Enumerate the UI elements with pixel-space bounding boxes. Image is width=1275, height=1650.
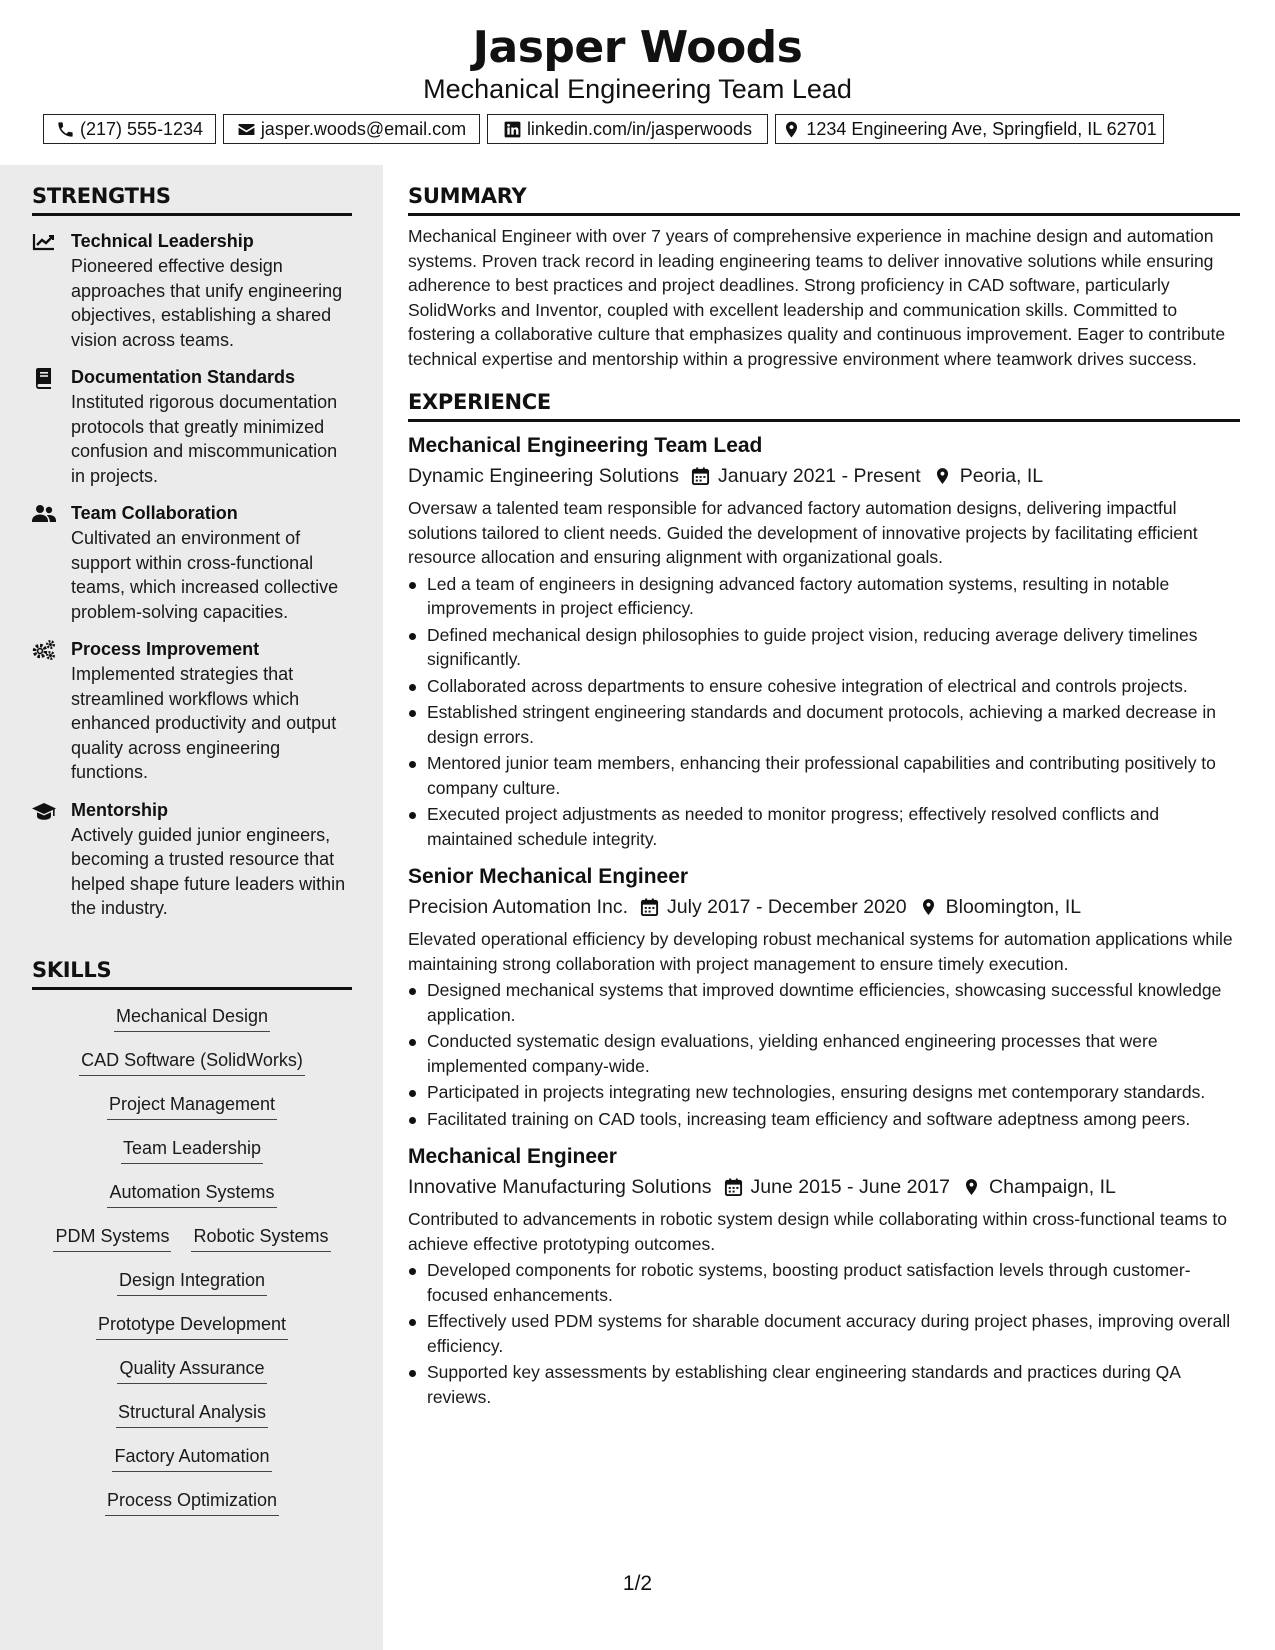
strength-title: Process Improvement <box>71 639 260 659</box>
job-dates: June 2015 - June 2017 <box>750 1176 951 1198</box>
skill-tag: Automation Systems <box>107 1180 276 1208</box>
skill-tag: Quality Assurance <box>117 1356 266 1384</box>
strength-item <box>32 229 352 352</box>
job-dates: July 2017 - December 2020 <box>667 896 907 918</box>
contact-linkedin-text: linkedin.com/in/jasperwoods <box>526 118 753 139</box>
phone-icon <box>56 120 75 139</box>
skills-list <box>32 1004 352 1516</box>
main-content <box>408 181 1240 1411</box>
bullet-item: Facilitated training on CAD tools, increasing team efficiency and software adeptness among peers. <box>408 1107 1240 1132</box>
skill-tag: CAD Software (SolidWorks) <box>79 1048 305 1076</box>
candidate-title: Mechanical Engineering Team Lead <box>423 74 852 104</box>
contact-row <box>0 114 1275 144</box>
sidebar-content <box>32 181 352 1532</box>
candidate-name: Jasper Woods <box>472 22 803 73</box>
job-meta <box>408 462 1240 490</box>
experience-heading: EXPERIENCE <box>408 387 1240 422</box>
gears-icon <box>32 639 56 661</box>
skill-tag: Factory Automation <box>112 1444 271 1472</box>
contact-email-text: jasper.woods@email.com <box>260 118 467 139</box>
summary-text: Mechanical Engineer with over 7 years of comprehensive experience in machine design and automation systems. Proven track record in leading engineering teams to deliver innovative solutions while ensuring adherence to best practices and project deadlines. Strong proficiency in CAD software, particularly SolidWorks and Inventor, coupled with excellent leadership and communication skills. Committed to fostering a collaborative culture that emphasizes quality and continuous improvement. Eager to contribute technical expertise and mentorship within a progressive environment where teamwork drives success. <box>408 226 1226 369</box>
job-summary: Contributed to advancements in robotic system design while collaborating within cross-functional teams to achieve effective prototyping outcomes. <box>408 1209 1228 1254</box>
strength-title: Technical Leadership <box>71 231 254 251</box>
contact-email[interactable] <box>223 114 480 144</box>
chart-line-icon <box>32 231 56 253</box>
skill-tag: Structural Analysis <box>116 1400 268 1428</box>
job-title: Mechanical Engineer <box>408 1145 617 1168</box>
location-pin-icon <box>962 1177 981 1197</box>
job-location: Peoria, IL <box>959 465 1044 487</box>
location-pin-icon <box>919 897 938 917</box>
calendar-icon <box>724 1177 743 1197</box>
job-location: Bloomington, IL <box>945 896 1082 918</box>
strength-item <box>32 798 352 921</box>
strength-item <box>32 637 352 785</box>
skill-tag: PDM Systems <box>53 1224 171 1252</box>
strength-desc: Implemented strategies that streamlined workflows which enhanced productivity and output quality across engineering functions. <box>71 664 337 782</box>
job-entry <box>408 863 1240 1131</box>
skill-tag: Robotic Systems <box>191 1224 330 1252</box>
bullet-item: Supported key assessments by establishing clear engineering standards and practices during QA reviews. <box>408 1360 1240 1409</box>
bullet-item: Led a team of engineers in designing advanced factory automation systems, resulting in notable improvements in project efficiency. <box>408 572 1240 621</box>
strength-title: Mentorship <box>71 799 168 820</box>
sidebar <box>0 165 383 1650</box>
linkedin-icon <box>503 120 522 139</box>
bullet-item: Conducted systematic design evaluations, yielding enhanced engineering processes that were implemented company-wide. <box>408 1029 1240 1078</box>
users-icon <box>32 503 56 525</box>
strength-desc: Instituted rigorous documentation protocols that greatly minimized confusion and miscommunication in projects. <box>71 392 338 486</box>
bullet-item: Participated in projects integrating new technologies, ensuring designs met contemporary standards. <box>408 1080 1240 1105</box>
job-meta <box>408 1173 1240 1201</box>
bullet-item: Developed components for robotic systems, boosting product satisfaction levels through customer-focused enhancements. <box>408 1258 1240 1307</box>
bullet-item: Designed mechanical systems that improved downtime efficiencies, showcasing successful knowledge application. <box>408 978 1240 1027</box>
page-number: 1/2 <box>622 1572 653 1595</box>
job-summary: Oversaw a talented team responsible for advanced factory automation designs, delivering impactful solutions tailored to client needs. Guided the development of innovative projects by facilitating efficient resource allocation and ensuring alignment with organizational goals. <box>408 498 1198 567</box>
bullet-item: Established stringent engineering standards and document protocols, achieving a marked decrease in design errors. <box>408 700 1240 749</box>
bullet-item: Mentored junior team members, enhancing their professional capabilities and contributing positively to company culture. <box>408 751 1240 800</box>
location-pin-icon <box>933 466 952 486</box>
skill-tag: Mechanical Design <box>114 1004 270 1032</box>
bullet-item: Collaborated across departments to ensure cohesive integration of electrical and controls projects. <box>408 674 1240 699</box>
strength-title: Documentation Standards <box>71 367 296 387</box>
job-company: Precision Automation Inc. <box>408 896 629 918</box>
job-title: Mechanical Engineering Team Lead <box>408 434 763 457</box>
skill-tag: Project Management <box>107 1092 277 1120</box>
job-company: Dynamic Engineering Solutions <box>408 465 679 487</box>
strength-title: Team Collaboration <box>71 503 238 523</box>
job-summary: Elevated operational efficiency by developing robust mechanical systems for automation applications while maintaining strong collaboration with project management to ensure timely execution. <box>408 929 1233 974</box>
strength-desc: Actively guided junior engineers, becoming a trusted resource that helped shape future leaders within the industry. <box>71 824 346 918</box>
skill-tag: Process Optimization <box>105 1488 279 1516</box>
job-bullets <box>408 1258 1240 1409</box>
job-bullets <box>408 572 1240 852</box>
skill-tag: Design Integration <box>117 1268 267 1296</box>
summary-heading: SUMMARY <box>408 181 1240 216</box>
contact-linkedin[interactable] <box>487 114 768 144</box>
job-title: Senior Mechanical Engineer <box>408 865 689 888</box>
job-dates: January 2021 - Present <box>717 465 921 487</box>
calendar-icon <box>640 897 659 917</box>
strength-item <box>32 365 352 488</box>
job-location: Champaign, IL <box>989 1176 1116 1198</box>
book-icon <box>32 367 56 389</box>
graduation-cap-icon <box>32 800 56 822</box>
contact-phone[interactable] <box>43 114 216 144</box>
strength-item <box>32 501 352 624</box>
calendar-icon <box>691 466 710 486</box>
skills-heading: SKILLS <box>32 955 352 990</box>
location-pin-icon <box>782 120 801 139</box>
job-bullets <box>408 978 1240 1131</box>
job-meta <box>408 893 1240 921</box>
bullet-item: Effectively used PDM systems for sharable document accuracy during project phases, improving overall efficiency. <box>408 1309 1240 1358</box>
job-entry <box>408 1143 1240 1409</box>
skill-tag: Team Leadership <box>121 1136 263 1164</box>
skill-tag: Prototype Development <box>96 1312 288 1340</box>
contact-address[interactable] <box>775 114 1164 144</box>
job-entry <box>408 432 1240 851</box>
contact-phone-text: (217) 555-1234 <box>79 118 204 139</box>
bullet-item: Executed project adjustments as needed to monitor progress; effectively resolved conflicts and maintained schedule integrity. <box>408 802 1240 851</box>
strength-desc: Pioneered effective design approaches that unify engineering objectives, establishing a shared vision across teams. <box>71 256 343 350</box>
contact-address-text: 1234 Engineering Ave, Springfield, IL 62701 <box>806 118 1157 139</box>
strengths-heading: STRENGTHS <box>32 181 352 216</box>
envelope-icon <box>237 120 256 139</box>
job-company: Innovative Manufacturing Solutions <box>408 1176 712 1198</box>
bullet-item: Defined mechanical design philosophies to guide project vision, reducing average delivery timelines significantly. <box>408 623 1240 672</box>
strength-desc: Cultivated an environment of support within cross-functional teams, which increased collective problem-solving capacities. <box>71 528 339 622</box>
resume-header <box>0 0 1275 165</box>
